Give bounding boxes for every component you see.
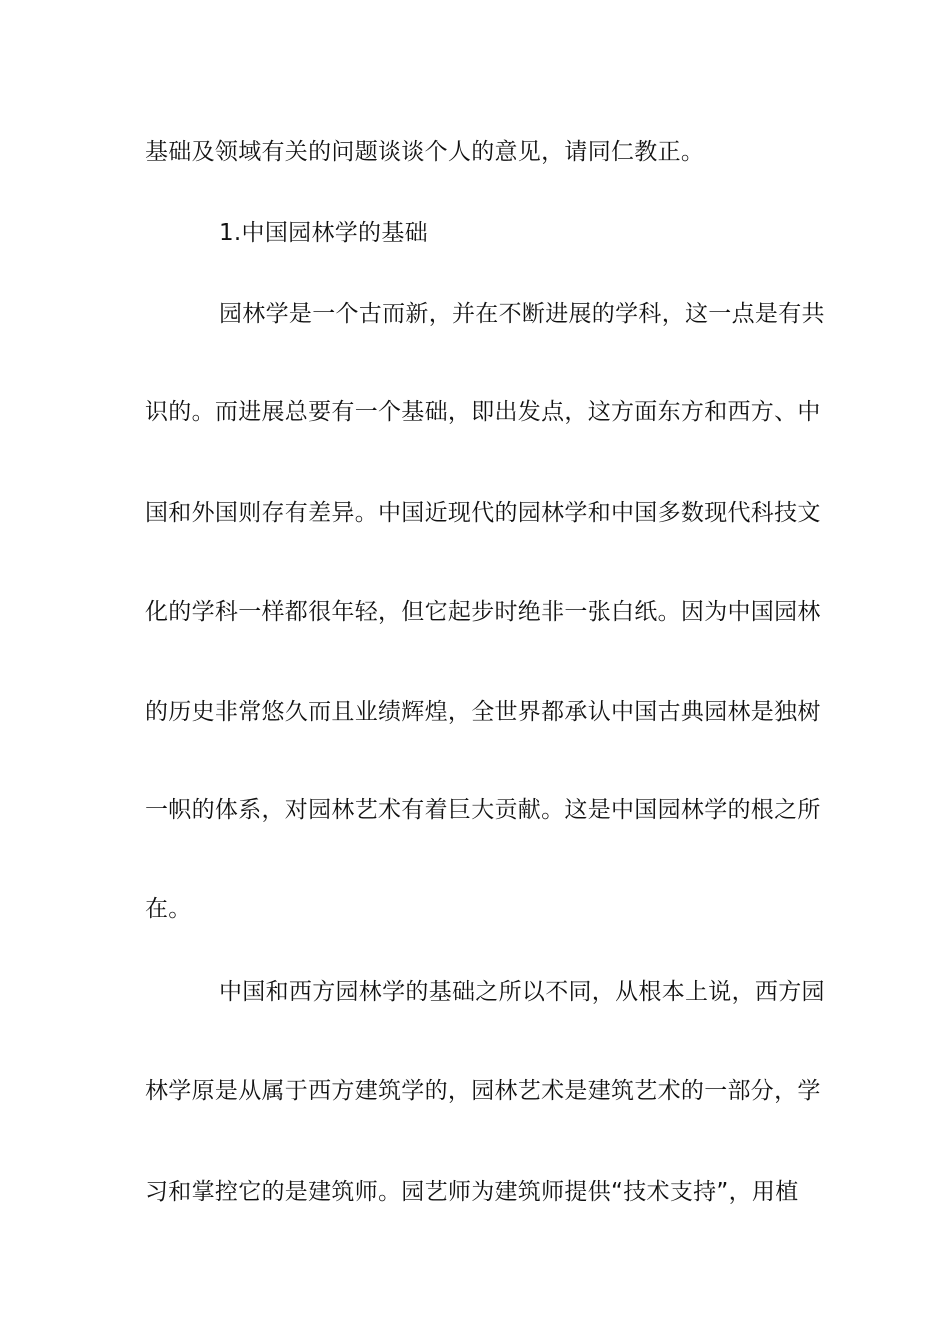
text-line: 基础及领域有关的问题谈谈个人的意见，请同仁教正。 bbox=[145, 139, 705, 165]
paragraph-line: 在。 bbox=[145, 896, 192, 922]
paragraph-line: 林学原是从属于西方建筑学的，园林艺术是建筑艺术的一部分，学 bbox=[145, 1078, 821, 1104]
section-heading: 1.中国园林学的基础 bbox=[219, 220, 428, 246]
paragraph-line: 国和外国则存有差异。中国近现代的园林学和中国多数现代科技文 bbox=[145, 500, 821, 526]
paragraph-line: 的历史非常悠久而且业绩辉煌，全世界都承认中国古典园林是独树 bbox=[145, 699, 821, 725]
paragraph-line: 一帜的体系，对园林艺术有着巨大贡献。这是中国园林学的根之所 bbox=[145, 797, 821, 823]
paragraph-line: 习和掌控它的是建筑师。园艺师为建筑师提供“技术支持”，用植 bbox=[145, 1179, 799, 1205]
paragraph-line: 识的。而进展总要有一个基础，即出发点，这方面东方和西方、中 bbox=[145, 399, 821, 425]
paragraph-line: 化的学科一样都很年轻，但它起步时绝非一张白纸。因为中国园林 bbox=[145, 599, 821, 625]
paragraph-line: 园林学是一个古而新，并在不断进展的学科，这一点是有共 bbox=[219, 301, 825, 327]
paragraph-line: 中国和西方园林学的基础之所以不同，从根本上说，西方园 bbox=[219, 979, 825, 1005]
